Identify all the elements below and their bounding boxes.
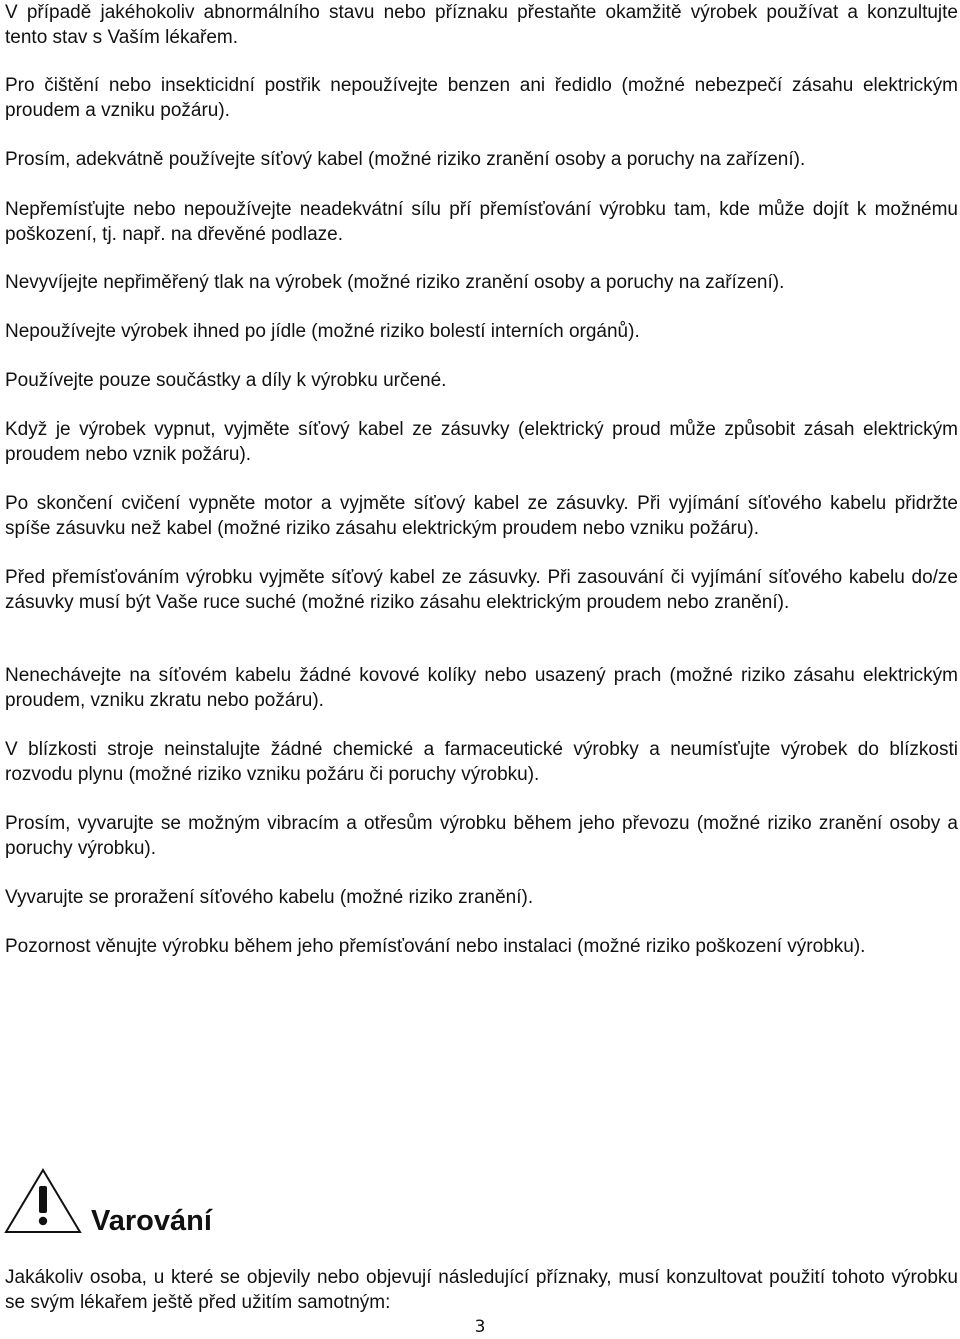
paragraph-abnormal-state: V případě jakéhokoliv abnormálního stavu nebo příznaku přestaňte okamžitě výrobek používat a konzultujte tento stav s Vaším lékařem. (5, 2, 958, 48)
paragraph-warning-text: Jakákoliv osoba, u které se objevily nebo objevují následující příznaky, musí konzultovat použití tohoto výrobku se svým lékařem ještě před užitím samotným: (5, 1267, 958, 1313)
warning-heading (4, 1168, 304, 1237)
page-number: 3 (474, 1317, 486, 1337)
paragraph-metal-pins: Nenechávejte na síťovém kabelu žádné kovové kolíky nebo usazený prach (možné riziko zásahu elektrickým proudem, vzniku zkratu nebo požáru). (5, 665, 958, 711)
paragraph-cable-puncture: Vyvarujte se proražení síťového kabelu (možné riziko zranění). (5, 887, 534, 908)
paragraph-parts: Používejte pouze součástky a díly k výrobku určené. (5, 370, 447, 391)
warning-triangle-icon (4, 1168, 82, 1234)
warning-title: Varování (91, 1205, 212, 1237)
paragraph-power-cable: Prosím, adekvátně používejte síťový kabel (možné riziko zranění osoby a poruchy na zařízení). (5, 149, 806, 170)
paragraph-attention: Pozornost věnujte výrobku během jeho přemísťování nebo instalaci (možné riziko poškození výrobku). (5, 936, 866, 957)
paragraph-after-exercise: Po skončení cvičení vypněte motor a vyjměte síťový kabel ze zásuvky. Při vyjímání síťového kabelu přidržte spíše zásuvku než kabel (možné riziko zásahu elektrickým proudem nebo vzniku požáru). (5, 493, 958, 539)
paragraph-cleaning: Pro čištění nebo insekticidní postřik nepoužívejte benzen ani ředidlo (možné nebezpečí zásahu elektrickým proudem a vzniku požáru). (5, 75, 958, 121)
paragraph-vibrations: Prosím, vyvarujte se možným vibracím a otřesům výrobku během jeho převozu (možné riziko zranění osoby a poruchy výrobku). (5, 813, 958, 859)
paragraph-after-meal: Nepoužívejte výrobek ihned po jídle (možné riziko bolestí interních orgánů). (5, 321, 640, 342)
paragraph-before-moving: Před přemísťováním výrobku vyjměte síťový kabel ze zásuvky. Při zasouvání či vyjímání síťového kabelu do/ze zásuvky musí být Vaše ruce suché (možné riziko zásahu elektrickým proudem nebo zranění). (5, 567, 958, 613)
paragraph-unplug-off: Když je výrobek vypnut, vyjměte síťový kabel ze zásuvky (elektrický proud může způsobit zásah elektrickým proudem nebo vznik požáru). (5, 419, 958, 465)
paragraph-moving-force: Nepřemísťujte nebo nepoužívejte neadekvátní sílu pří přemísťování výrobku tam, kde může dojít k možnému poškození, tj. např. na dřevěné podlaze. (5, 199, 958, 245)
paragraph-chemicals: V blízkosti stroje neinstalujte žádné chemické a farmaceutické výrobky a neumísťujte výrobek do blízkosti rozvodu plynu (možné riziko vzniku požáru či poruchy výrobku). (5, 739, 958, 785)
paragraph-pressure: Nevyvíjejte nepřiměřený tlak na výrobek (možné riziko zranění osoby a poruchy na zařízení). (5, 272, 785, 293)
